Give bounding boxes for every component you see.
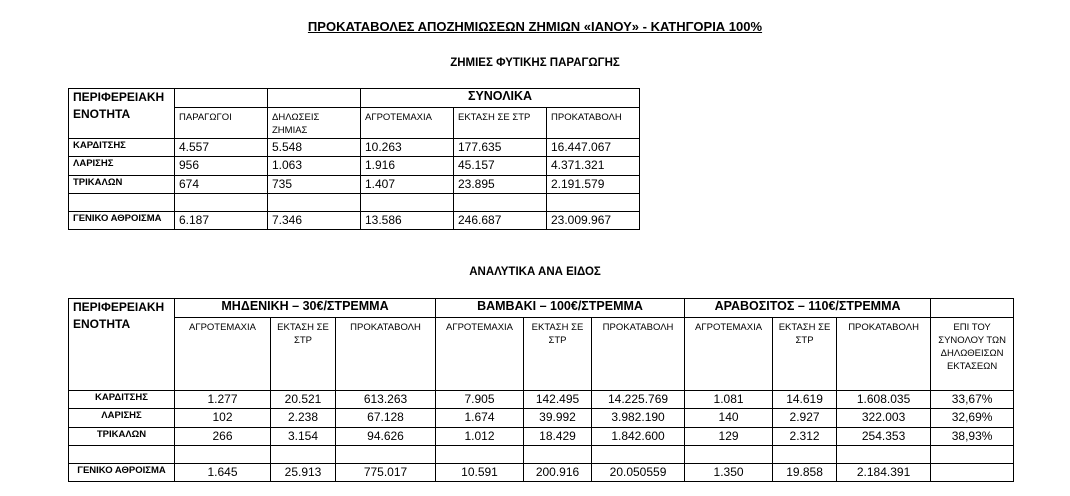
section-heading-plant-damage: ΖΗΜΙΕΣ ΦΥΤΙΚΗΣ ΠΑΡΑΓΩΓΗΣ (450, 57, 620, 69)
table-row (69, 139, 640, 157)
column-header: ΕΚΤΑΣΗ ΣΕ ΣΤΡ (454, 108, 547, 139)
row-label: ΛΑΡΙΣΗΣ (69, 157, 175, 176)
table-cell: 16.447.067 (547, 139, 640, 157)
column-header: ΠΡΟΚΑΤΑΒΟΛΗ (837, 318, 931, 391)
table-cell: 266 (175, 428, 271, 446)
table-cell: 6.187 (175, 212, 268, 230)
total-row-label: ΓΕΝΙΚΟ ΑΘΡΟΙΣΜΑ (69, 212, 175, 230)
column-header: ΠΡΟΚΑΤΑΒΟΛΗ (336, 318, 436, 391)
column-header: ΠΡΟΚΑΤΑΒΟΛΗ (592, 318, 685, 391)
empty-header-cell (931, 299, 1014, 318)
table-cell: 1.081 (685, 391, 773, 409)
table-cell: 735 (268, 176, 361, 194)
table-cell: 7.905 (436, 391, 524, 409)
document-title: ΠΡΟΚΑΤΑΒΟΛΕΣ ΑΠΟΖΗΜΙΩΣΕΩΝ ΖΗΜΙΩΝ «ΙΑΝΟΥ» - ΚΑΤΗΓΟΡΙΑ 100% (307, 19, 763, 34)
total-row (69, 464, 1014, 482)
total-row (69, 212, 640, 230)
table-cell: 1.674 (436, 409, 524, 428)
table-row (69, 176, 640, 194)
table-cell: 254.353 (837, 428, 931, 446)
table-cell: 129 (685, 428, 773, 446)
table-cell: 140 (685, 409, 773, 428)
column-header: ΑΓΡΟΤΕΜΑΧΙΑ (436, 318, 524, 391)
table-cell: 2.238 (271, 409, 336, 428)
table-cell: 94.626 (336, 428, 436, 446)
table-cell: 1.012 (436, 428, 524, 446)
empty-table-row (69, 446, 1014, 464)
table-cell: 200.916 (524, 464, 592, 482)
totals-group-header: ΣΥΝΟΛΙΚΑ (361, 89, 640, 108)
table-cell: 1.608.035 (837, 391, 931, 409)
table-cell: 20.521 (271, 391, 336, 409)
table-cell: 45.157 (454, 157, 547, 176)
table-cell: 25.913 (271, 464, 336, 482)
region-column-header: ΠΕΡΙΦΕΡΕΙΑΚΗ ΕΝΟΤΗΤΑ (69, 299, 175, 391)
table-cell: 23.009.967 (547, 212, 640, 230)
table-cell: 1.645 (175, 464, 271, 482)
table-cell: 19.858 (773, 464, 837, 482)
section-heading-by-crop: ΑΝΑΛΥΤΙΚΑ ΑΝΑ ΕΙΔΟΣ (469, 266, 601, 278)
table-cell: 775.017 (336, 464, 436, 482)
table-cell (931, 464, 1014, 482)
table-cell: 67.128 (336, 409, 436, 428)
table-cell: 102 (175, 409, 271, 428)
empty-header-cell (268, 89, 361, 108)
table-cell: 322.003 (837, 409, 931, 428)
column-header: ΑΓΡΟΤΕΜΑΧΙΑ (685, 318, 773, 391)
column-header: ΕΚΤΑΣΗ ΣΕ ΣΤΡ (271, 318, 336, 391)
table-row (69, 409, 1014, 428)
column-header: ΠΑΡΑΓΩΓΟΙ (175, 108, 268, 139)
table-cell: 23.895 (454, 176, 547, 194)
column-header: ΕΚΤΑΣΗ ΣΕ ΣΤΡ (773, 318, 837, 391)
row-label: ΤΡΙΚΑΛΩΝ (69, 176, 175, 194)
total-row-label: ΓΕΝΙΚΟ ΑΘΡΟΙΣΜΑ (69, 464, 175, 482)
row-label: ΚΑΡΔΙΤΣΗΣ (69, 139, 175, 157)
table-cell: 38,93% (931, 428, 1014, 446)
table-header-row (69, 89, 640, 108)
empty-header-cell (175, 89, 268, 108)
column-header: ΠΡΟΚΑΤΑΒΟΛΗ (547, 108, 640, 139)
table-cell: 1.063 (268, 157, 361, 176)
table-row (69, 157, 640, 176)
table-cell: 2.312 (773, 428, 837, 446)
table-cell: 2.191.579 (547, 176, 640, 194)
region-column-header: ΠΕΡΙΦΕΡΕΙΑΚΗ ΕΝΟΤΗΤΑ (69, 89, 175, 139)
table-cell: 1.277 (175, 391, 271, 409)
table-row (69, 428, 1014, 446)
column-header: ΔΗΛΩΣΕΙΣ ΖΗΜΙΑΣ (268, 108, 361, 139)
table-cell: 1.842.600 (592, 428, 685, 446)
column-header: ΑΓΡΟΤΕΜΑΧΙΑ (175, 318, 271, 391)
table-cell: 5.548 (268, 139, 361, 157)
table-cell: 39.992 (524, 409, 592, 428)
row-label: ΚΑΡΔΙΤΣΗΣ (69, 391, 175, 409)
table-cell: 14.619 (773, 391, 837, 409)
table-cell: 3.154 (271, 428, 336, 446)
table-cell: 1.350 (685, 464, 773, 482)
column-header: ΕΠΙ ΤΟΥ ΣΥΝΟΛΟΥ ΤΩΝ ΔΗΛΩΘΕΙΣΩΝ ΕΚΤΑΣΕΩΝ (931, 318, 1014, 391)
column-header: ΕΚΤΑΣΗ ΣΕ ΣΤΡ (524, 318, 592, 391)
table-header-row (69, 299, 1014, 318)
table-cell: 4.371.321 (547, 157, 640, 176)
empty-table-row (69, 194, 640, 212)
row-label: ΤΡΙΚΑΛΩΝ (69, 428, 175, 446)
table-cell: 10.263 (361, 139, 454, 157)
table-cell: 10.591 (436, 464, 524, 482)
table-cell: 177.635 (454, 139, 547, 157)
table-cell: 674 (175, 176, 268, 194)
table-cell: 18.429 (524, 428, 592, 446)
table-cell: 1.407 (361, 176, 454, 194)
plant-damage-summary-table (68, 88, 640, 230)
table-cell: 13.586 (361, 212, 454, 230)
table-cell: 14.225.769 (592, 391, 685, 409)
by-crop-detail-table (68, 298, 1014, 482)
crop-group-header-cotton: ΒΑΜΒΑΚΙ – 100€/ΣΤΡΕΜΜΑ (436, 299, 685, 318)
table-cell: 956 (175, 157, 268, 176)
crop-group-header-zero: ΜΗΔΕΝΙΚΗ – 30€/ΣΤΡΕΜΜΑ (175, 299, 436, 318)
table-cell: 4.557 (175, 139, 268, 157)
crop-group-header-corn: ΑΡΑΒΟΣΙΤΟΣ – 110€/ΣΤΡΕΜΜΑ (685, 299, 931, 318)
table-cell: 20.050559 (592, 464, 685, 482)
table-cell: 2.184.391 (837, 464, 931, 482)
table-cell: 3.982.190 (592, 409, 685, 428)
table-cell: 33,67% (931, 391, 1014, 409)
table-cell: 246.687 (454, 212, 547, 230)
table-cell: 7.346 (268, 212, 361, 230)
table-cell: 1.916 (361, 157, 454, 176)
table-row (69, 391, 1014, 409)
table-cell: 142.495 (524, 391, 592, 409)
table-subheader-row (69, 318, 1014, 391)
table-cell: 32,69% (931, 409, 1014, 428)
column-header: ΑΓΡΟΤΕΜΑΧΙΑ (361, 108, 454, 139)
table-cell: 613.263 (336, 391, 436, 409)
table-cell: 2.927 (773, 409, 837, 428)
row-label: ΛΑΡΙΣΗΣ (69, 409, 175, 428)
